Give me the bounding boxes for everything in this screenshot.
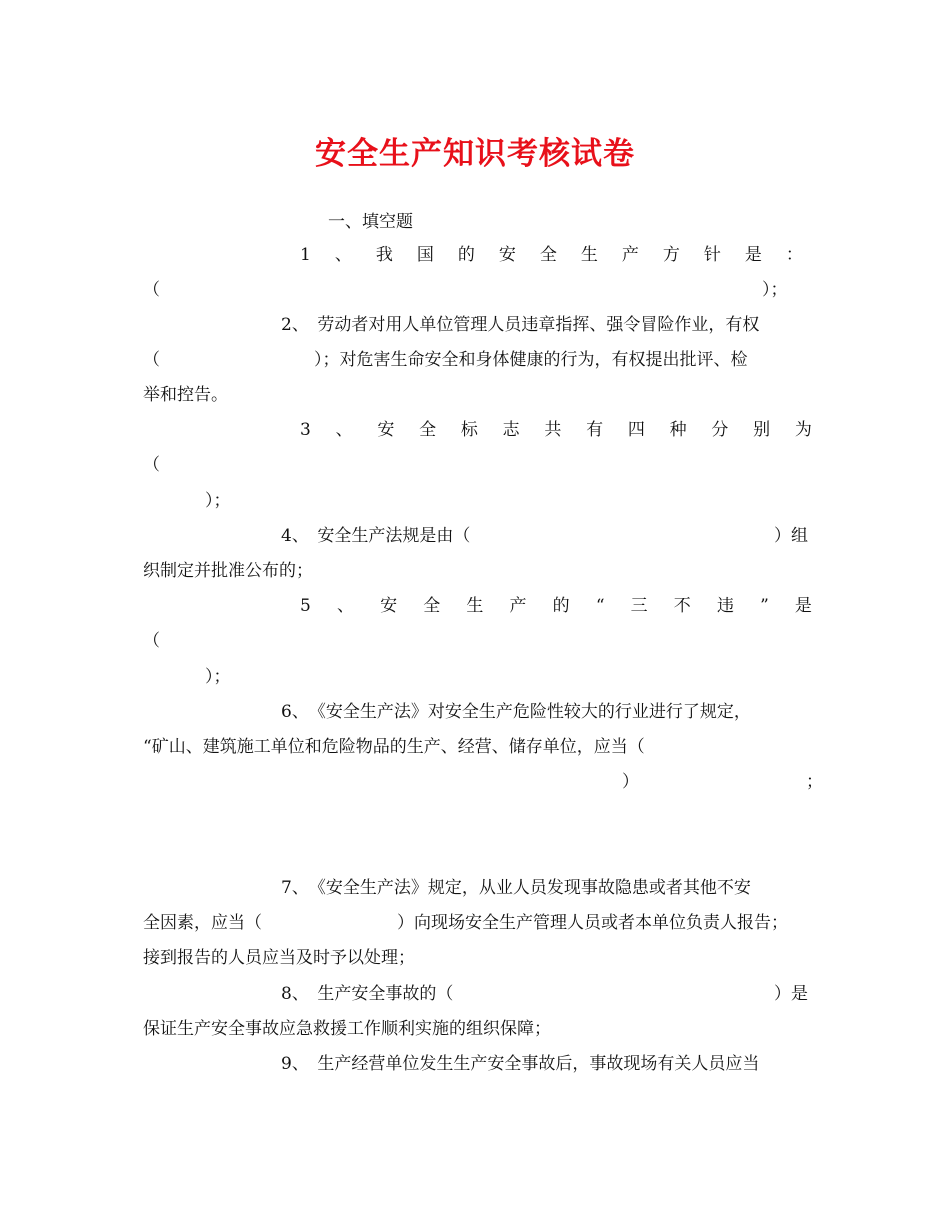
question-5-line-1 [300,596,812,616]
question-6-line-1: 6、 《安全生产法》对安全生产危险性较大的行业进行了规定， [281,702,751,722]
q5-char: 的 [552,596,570,616]
q5-char: 5 [300,596,311,616]
q1-char: 的 [457,245,475,265]
q3-char: 种 [669,420,687,440]
q3-char: 安 [377,420,395,440]
question-9-line-1: 9、 生产经营单位发生生产安全事故后，事故现场有关人员应当 [281,1054,760,1074]
question-4-line-2: 织制定并批准公布的； [143,561,313,581]
question-1-line-1 [300,245,803,265]
question-7-line-3: 接到报告的人员应当及时予以处理； [143,948,415,968]
document-title: 安全生产知识考核试卷 [315,136,635,172]
q5-blank-open: （ [143,631,160,651]
question-2-line-1: 2、 劳动者对用人单位管理人员违章指挥、强令冒险作业，有权 [281,315,760,335]
question-8-line-2: 保证生产安全事故应急救援工作顺利实施的组织保障； [143,1019,551,1039]
q5-char: ” [760,596,769,616]
q6-end-punctuation: ； [806,772,823,792]
question-6-line-2: “矿山、建筑施工单位和危险物品的生产、经营、储存单位，应当（ [143,737,645,757]
q5-char: “ [595,596,605,616]
q5-blank-close: ）； [205,667,231,687]
q1-char: 生 [580,245,598,265]
question-3-line-1 [300,420,812,440]
q3-char: 共 [544,420,562,440]
question-2-line-2: ）；对危害生命安全和身体健康的行为，有权提出批评、检 [314,350,748,370]
q1-char: 方 [662,245,680,265]
q1-char: 针 [703,245,721,265]
question-8-line-1: 8、 生产安全事故的（ [281,984,454,1004]
q3-char: 标 [460,420,478,440]
q5-char: 、 [336,596,354,616]
q1-char: 国 [416,245,434,265]
q5-char: 产 [509,596,527,616]
q2-blank-open: （ [143,350,160,370]
q3-char: 、 [335,420,353,440]
q5-char: 安 [380,596,398,616]
q1-char: 我 [375,245,393,265]
q3-char: 志 [502,420,520,440]
q5-char: 生 [466,596,484,616]
q1-blank-close: ）； [762,280,788,300]
question-7-line-1: 7、 《安全生产法》规定，从业人员发现事故隐患或者其他不安 [281,878,751,898]
question-7-line-2-suffix: ）向现场安全生产管理人员或者本单位负责人报告； [397,913,788,933]
q5-char: 违 [716,596,734,616]
q1-char: 产 [621,245,639,265]
q1-char: 1 [300,245,311,265]
q3-char: 别 [753,420,771,440]
q3-char: 四 [627,420,645,440]
q5-char: 三 [630,596,648,616]
q3-char: 有 [586,420,604,440]
q8-blank-close: ）是 [774,984,808,1004]
q1-char: 安 [498,245,516,265]
question-7-line-2-prefix: 全因素，应当（ [143,913,262,933]
q1-char: 全 [539,245,557,265]
q3-blank-open: （ [143,455,160,475]
q3-char: 全 [419,420,437,440]
q5-char: 不 [673,596,691,616]
question-2-line-3: 举和控告。 [143,385,228,405]
q1-blank-open: （ [143,280,160,300]
section-heading: 一、填空题 [328,212,413,232]
q5-char: 全 [423,596,441,616]
q1-char: 是 [744,245,762,265]
question-4-line-1: 4、 安全生产法规是由（ [281,526,471,546]
q3-char: 为 [794,420,812,440]
q1-char: ： [785,245,803,265]
q6-blank-close: ） [622,772,639,792]
q3-char: 3 [300,420,311,440]
q3-char: 分 [711,420,729,440]
q4-blank-close: ）组 [774,526,808,546]
q3-blank-close: ）； [205,491,231,511]
q1-char: 、 [334,245,352,265]
q5-char: 是 [794,596,812,616]
